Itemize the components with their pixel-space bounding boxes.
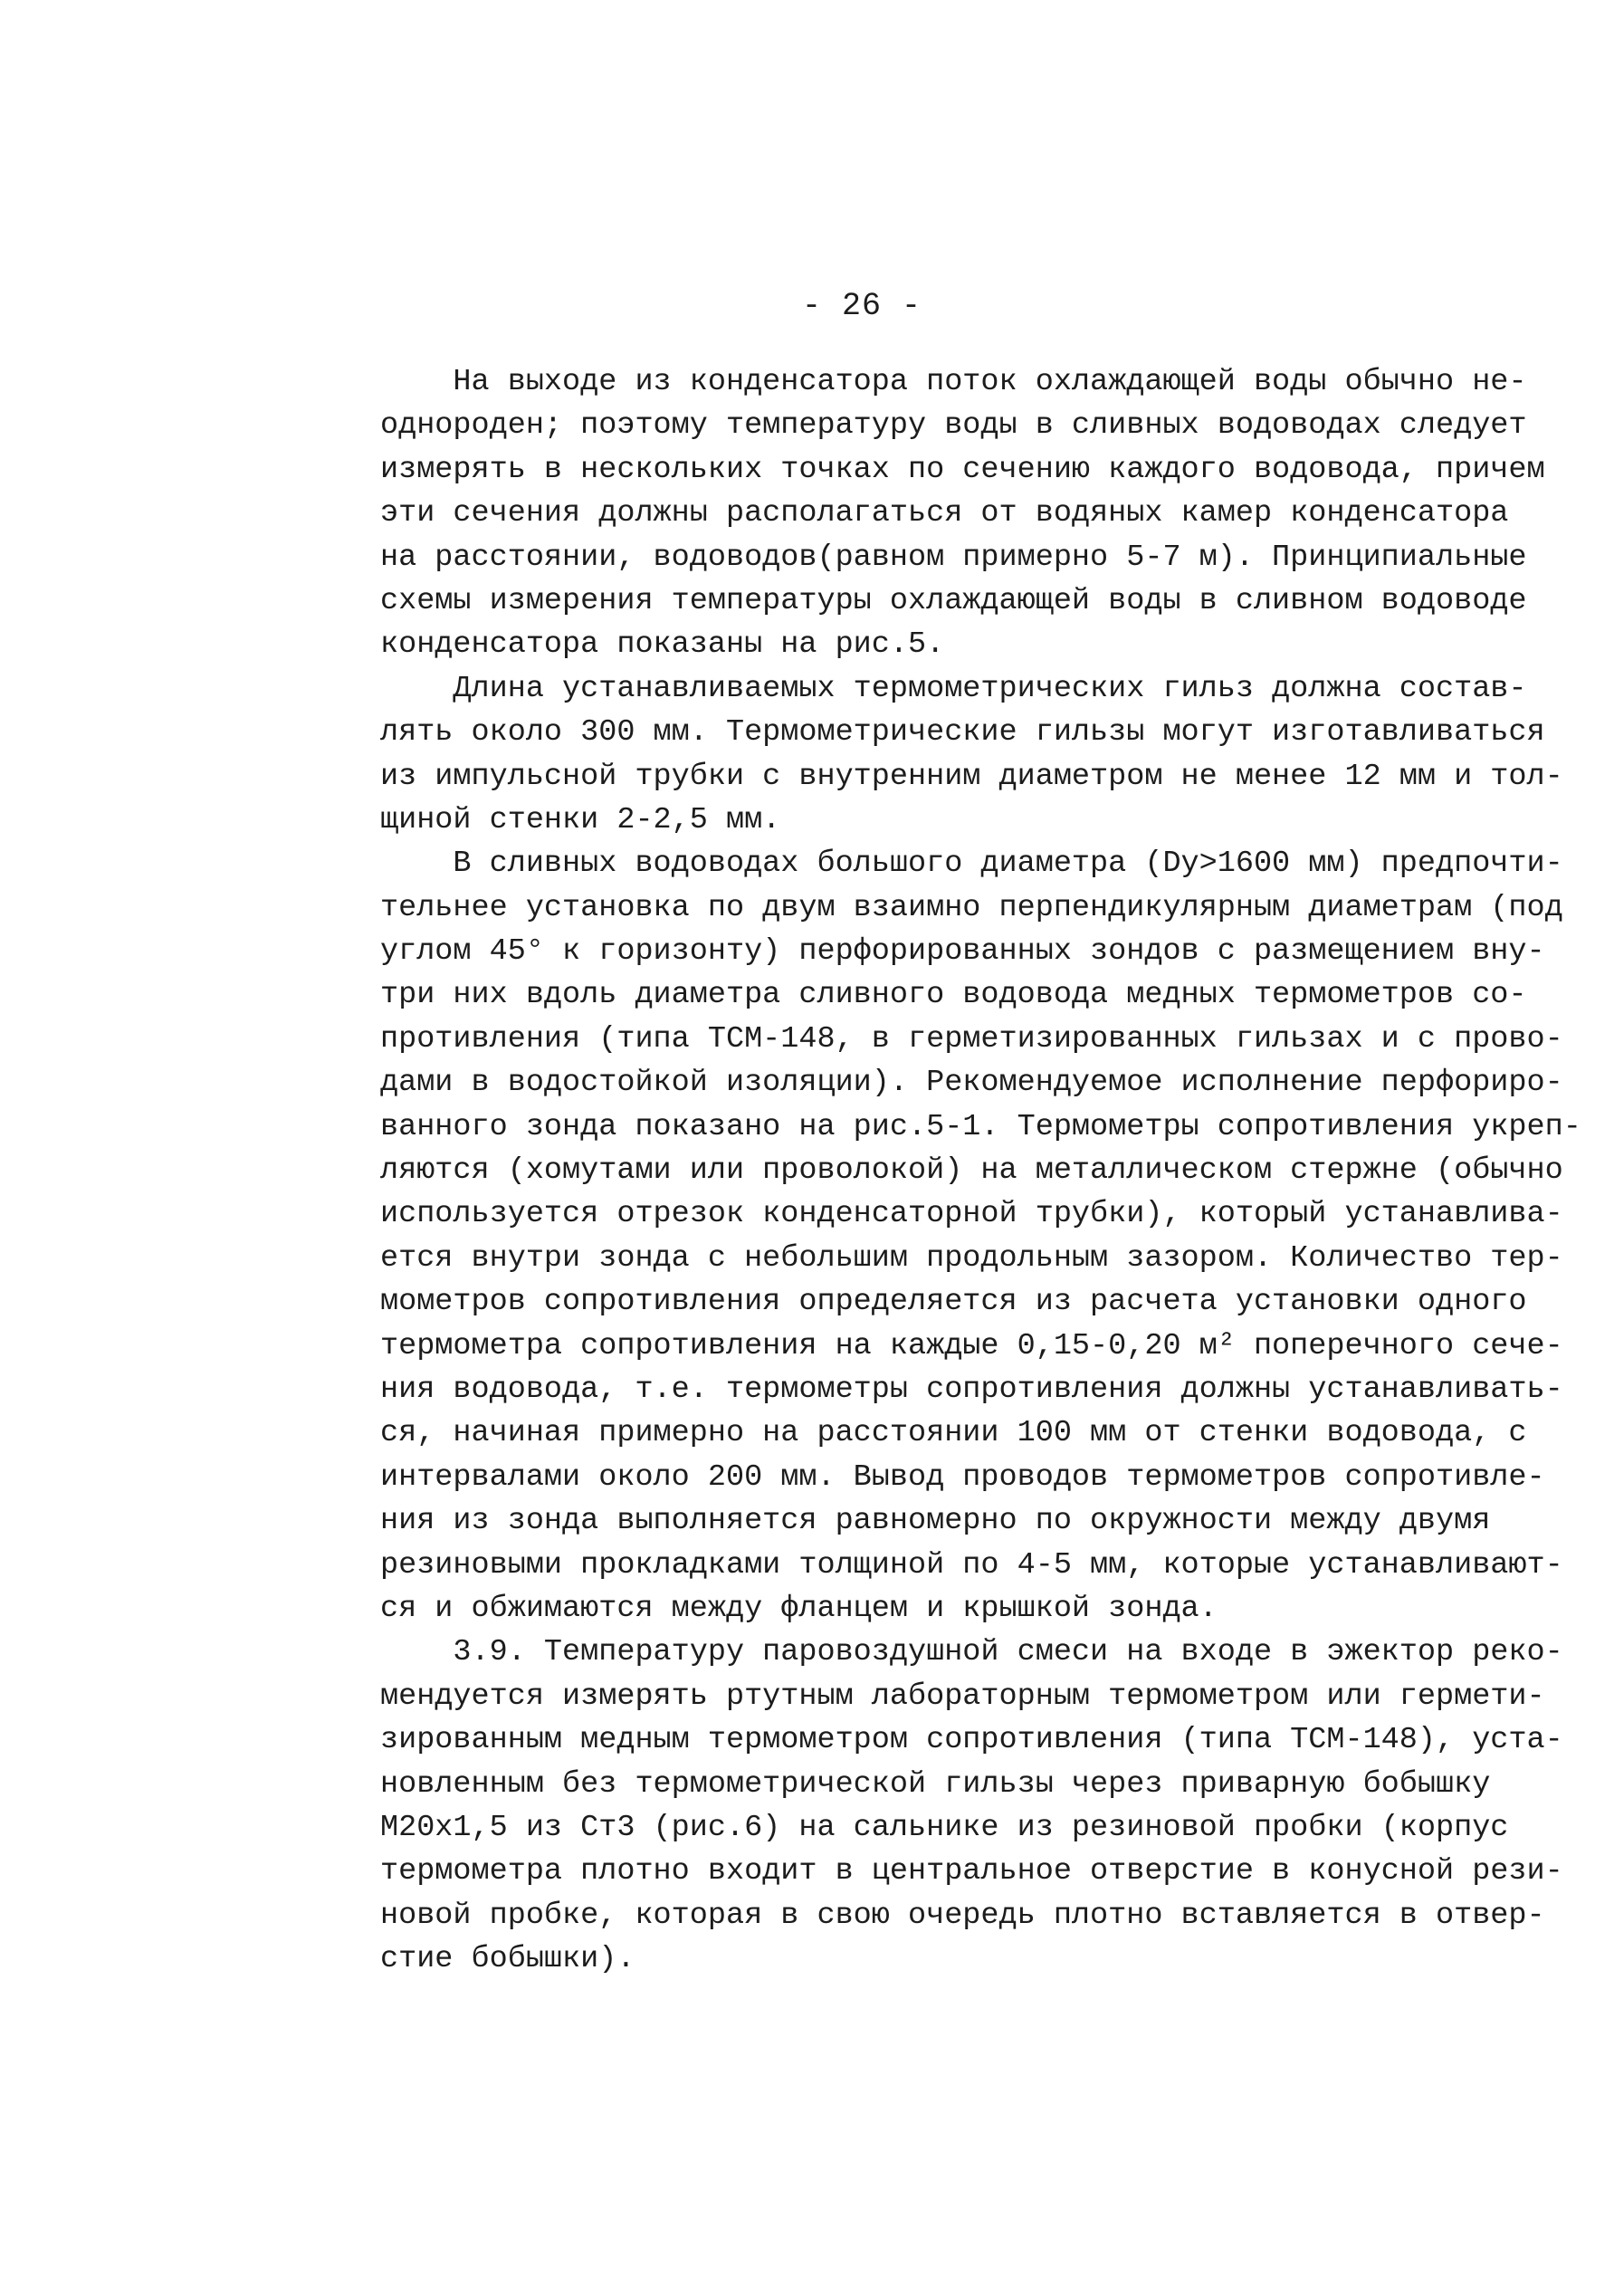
text-line: однороден; поэтому температуру воды в сливных водоводах следует: [380, 408, 1527, 444]
text-line: дами в водостойкой изоляции). Рекомендуемое исполнение перфориро-: [380, 1066, 1563, 1101]
text-line: зированным медным термометром сопротивления (типа ТСМ-148), уста-: [380, 1723, 1563, 1758]
text-line: из импульсной трубки с внутренним диаметром не менее 12 мм и тол-: [380, 759, 1563, 794]
text-line: термометра сопротивления на каждые 0,15-0,20 м² поперечного сече-: [380, 1328, 1563, 1363]
page-number: - 26 -: [801, 288, 922, 324]
text-line: щиной стенки 2-2,5 мм.: [380, 802, 781, 837]
text-line: В сливных водоводах большого диаметра (Dy>1600 мм) предпочти-: [380, 846, 1563, 882]
body-text: [380, 360, 1581, 1981]
text-line: тельнее установка по двум взаимно перпендикулярным диаметрам (под: [380, 890, 1563, 925]
text-line: ния из зонда выполняется равномерно по окружности между двумя: [380, 1504, 1491, 1539]
text-line: новой пробке, которая в свою очередь плотно вставляется в отвер-: [380, 1898, 1545, 1933]
text-line: измерять в нескольких точках по сечению каждого водовода, причем: [380, 452, 1545, 487]
text-line: мометров сопротивления определяется из расчета установки одного: [380, 1285, 1527, 1320]
text-line: М20х1,5 из Ст3 (рис.6) на сальнике из резиновой пробки (корпус: [380, 1810, 1509, 1845]
text-line: схемы измерения температуры охлаждающей воды в сливном водоводе: [380, 583, 1527, 618]
text-line: ляются (хомутами или проволокой) на металлическом стержне (обычно: [380, 1153, 1563, 1189]
text-line: ванного зонда показано на рис.5-1. Термометры сопротивления укреп-: [380, 1109, 1581, 1144]
text-line: Длина устанавливаемых термометрических гильз должна состав-: [380, 671, 1527, 706]
text-line: термометра плотно входит в центральное отверстие в конусной рези-: [380, 1854, 1563, 1889]
text-line: резиновыми прокладками толщиной по 4-5 мм, которые устанавливают-: [380, 1547, 1563, 1583]
text-line: новленным без термометрической гильзы через приварную бобышку: [380, 1766, 1491, 1802]
text-line: ния водовода, т.е. термометры сопротивления должны устанавливать-: [380, 1372, 1563, 1407]
text-line: стие бобышки).: [380, 1942, 635, 1977]
text-line: интервалами около 200 мм. Вывод проводов термометров сопротивле-: [380, 1459, 1545, 1495]
text-line: ся, начиная примерно на расстоянии 100 мм от стенки водовода, с: [380, 1416, 1527, 1451]
text-line: ся и обжимаются между фланцем и крышкой зонда.: [380, 1591, 1218, 1626]
text-line: используется отрезок конденсаторной трубки), который устанавлива-: [380, 1197, 1563, 1232]
text-line: эти сечения должны располагаться от водяных камер конденсатора: [380, 496, 1509, 531]
text-line: На выходе из конденсатора поток охлаждающей воды обычно не-: [380, 365, 1527, 399]
text-line: 3.9. Температуру паровоздушной смеси на входе в эжектор реко-: [380, 1635, 1563, 1670]
text-line: противления (типа ТСМ-148, в герметизированных гильзах и с прово-: [380, 1021, 1563, 1057]
text-line: конденсатора показаны на рис.5.: [380, 627, 945, 663]
text-line: на расстоянии, водоводов(равном примерно 5-7 м). Принципиальные: [380, 540, 1527, 575]
text-line: три них вдоль диаметра сливного водовода медных термометров со-: [380, 978, 1527, 1013]
text-line: мендуется измерять ртутным лабораторным термометром или гермети-: [380, 1679, 1545, 1714]
text-line: углом 45° к горизонту) перфорированных зондов с размещением вну-: [380, 934, 1545, 970]
text-line: ется внутри зонда с небольшим продольным зазором. Количество тер-: [380, 1240, 1563, 1276]
text-line: лять около 300 мм. Термометрические гильзы могут изготавливаться: [380, 715, 1545, 751]
